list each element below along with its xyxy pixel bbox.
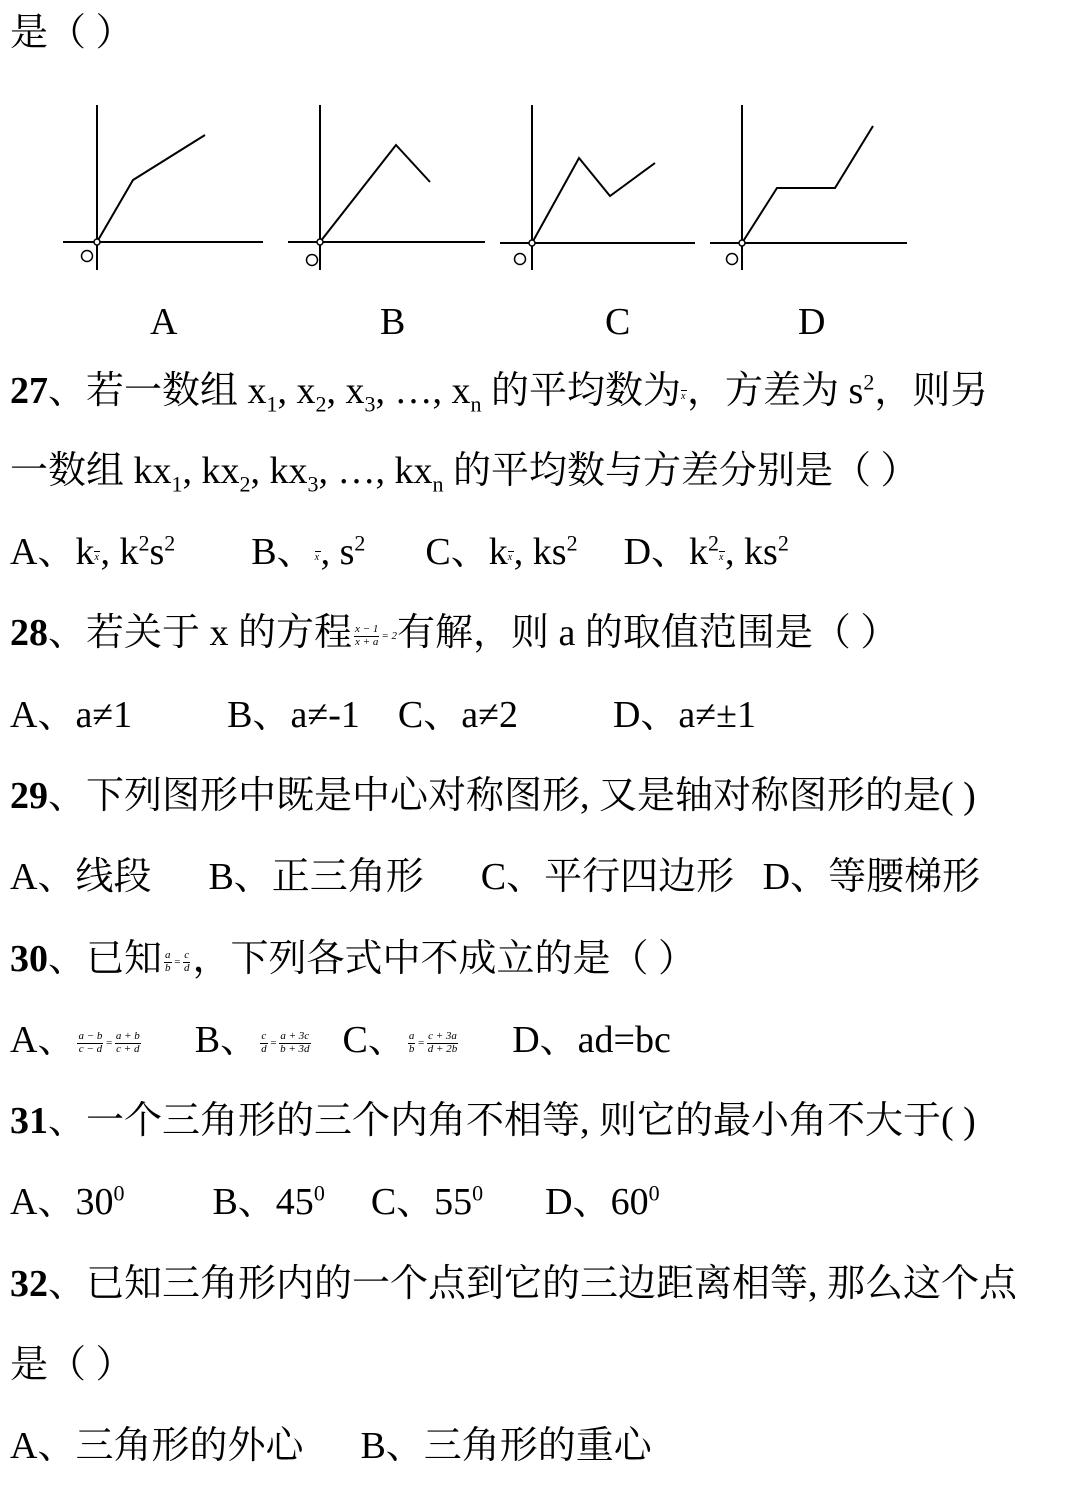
graph-d: [705, 100, 925, 280]
origin-label: [82, 251, 93, 262]
question-number: 32: [10, 1263, 48, 1305]
q31-option-a: A、$30^0$: [10, 1180, 125, 1223]
q31-option-d: D、$60^0$: [545, 1180, 660, 1223]
graph-line: [742, 126, 873, 243]
q30-option-c: C、 $\frac{a}{b}$ = $\frac{c + 3a}{d + 2b}$: [342, 1019, 458, 1061]
question-number: 28: [10, 612, 48, 654]
question-number: 31: [10, 1100, 48, 1142]
q32-options: A、三角形的外心 B、三角形的重心: [10, 1425, 652, 1467]
q29-options: A、线段 B、正三角形 C、平行四边形 D、等腰梯形: [10, 856, 981, 898]
question-number: 29: [10, 775, 48, 817]
q27-option-b: B、 x, $s^2$: [251, 530, 366, 573]
q30-line: 30、已知 $\frac{a}{b}$ = $\frac{c}{d}$ ，下列各式中不成立的是（ ）: [10, 938, 696, 980]
question-number: 27: [10, 370, 48, 412]
origin-label: [515, 254, 526, 265]
q31-option-c: C、$55^0$: [370, 1180, 484, 1223]
graph-label-c: C: [605, 301, 631, 343]
graph-line: [532, 158, 655, 243]
q27-option-d: D、$k^2$ x, $ks^2$: [623, 530, 789, 573]
q30-options: [10, 1021, 671, 1059]
origin-label: [307, 255, 318, 266]
origin-label: [727, 254, 738, 265]
q30-option-d: D、ad=bc: [512, 1019, 671, 1061]
graph-line: [97, 135, 205, 242]
q31-option-b: B、$45^0$: [212, 1180, 325, 1223]
question-number: 30: [10, 938, 48, 980]
q31-options: [10, 1180, 660, 1223]
q27-options: [10, 530, 789, 573]
q28-options: A、a≠1 B、a≠-1 C、a≠2 D、a≠±1: [10, 694, 756, 736]
q27-option-c: C、k x, $ks^2$: [425, 530, 578, 573]
graph-b: [280, 100, 500, 280]
q28-fraction: $\frac{x - 1}{x + a}$: [355, 623, 379, 648]
intro-line: 是（ ）: [10, 12, 134, 54]
q31-line: 31、一个三角形的三个内角不相等, 则它的最小角不大于( ): [10, 1100, 976, 1142]
graph-c: [495, 100, 715, 280]
q29-line: 29、下列图形中既是中心对称图形, 又是轴对称图形的是( ): [10, 775, 976, 817]
q27-line2: 一数组 $kx_1$, $kx_2$, $kx_3$, …, $kx_n$ 的平均数与方差分别是（ ）: [10, 450, 919, 497]
q27-line1: 27、若一数组 $x_1$, $x_2$, $x_3$, …, $x_n$ 的平均数为 x，方差为 $s^2$，则另: [10, 369, 989, 417]
graph-line: [320, 145, 430, 242]
q27-option-a: A、k x, $k^2s^2$: [10, 530, 176, 573]
q28-line: 28、若关于 x 的方程 $\frac{x - 1}{x + a}$ = 2有解，则 a 的取值范围是（ ）: [10, 612, 899, 654]
graph-label-d: D: [798, 301, 826, 343]
q30-option-a: A、 $\frac{a - b}{c - d}$ = $\frac{a + b}{c + d}$: [10, 1019, 140, 1061]
graph-label-a: A: [150, 301, 178, 343]
q32-line1: 32、已知三角形内的一个点到它的三边距离相等, 那么这个点: [10, 1263, 1018, 1305]
graph-label-b: B: [380, 301, 406, 343]
q32-line2: 是（ ）: [10, 1344, 134, 1386]
q30-option-b: B、 $\frac{c}{d}$ = $\frac{a + 3c}{b + 3d}$: [194, 1019, 310, 1061]
graph-a: [55, 100, 275, 280]
